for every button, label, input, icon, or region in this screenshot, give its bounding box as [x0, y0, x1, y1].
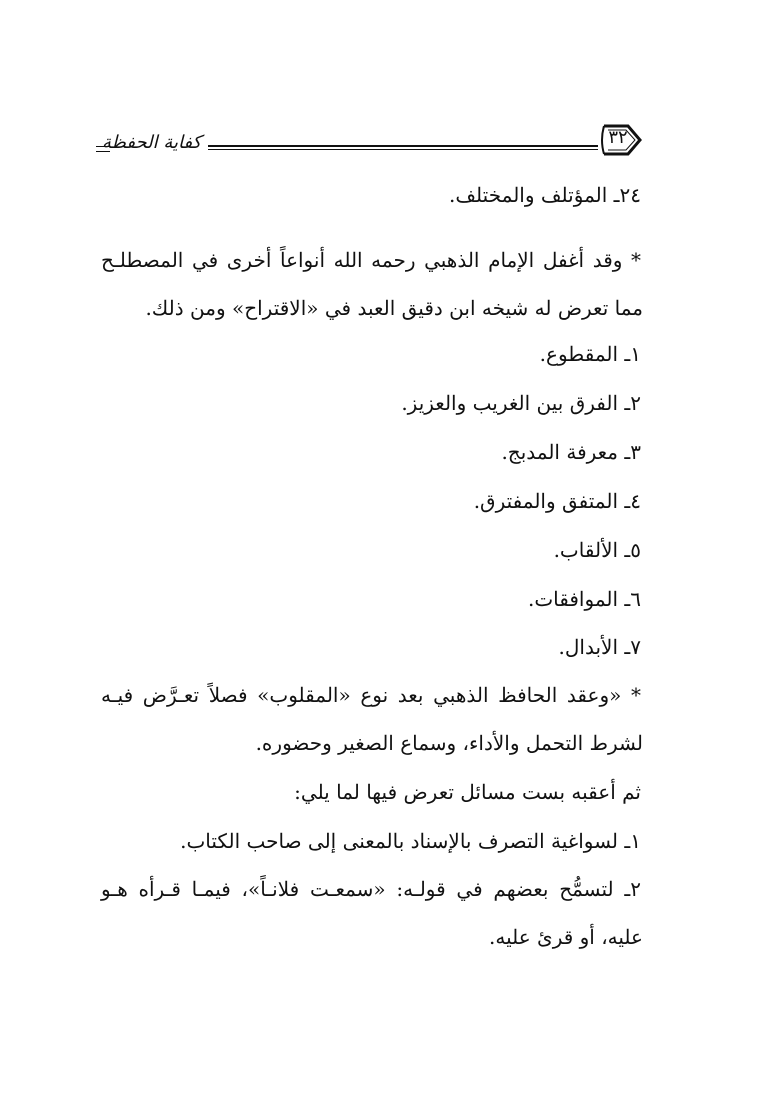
page-header	[96, 118, 644, 162]
text-line: عليه، أو قرئ عليه.	[489, 925, 643, 949]
text-line: ١ـ لسواغية التصرف بالإسناد بالمعنى إلى صاحب الكتاب.	[180, 829, 641, 853]
text-line: * وقد أغفل الإمام الذهبي رحمه الله أنواعاً أخرى في المصطلـح	[101, 248, 641, 272]
text-line: ثم أعقبه بست مسائل تعرض فيها لما يلي:	[294, 780, 641, 804]
header-rule-thin	[208, 149, 598, 150]
text-line: ٢ـ لتسمُّح بعضهم في قولـه: «سمعـت فلانـاً»، فيمـا قـرأه هـو	[101, 877, 641, 901]
text-line: ٢٤ـ المؤتلف والمختلف.	[449, 183, 641, 207]
text-line: لشرط التحمل والأداء، وسماع الصغير وحضوره.	[255, 731, 643, 755]
text-line: ٦ـ الموافقات.	[527, 587, 641, 611]
book-title: كفاية الحفظة	[102, 132, 202, 153]
text-line: ٧ـ الأبدال.	[558, 635, 641, 659]
text-line: ٢ـ الفرق بين الغريب والعزيز.	[401, 391, 641, 415]
text-line: * «وعقد الحافظ الذهبي بعد نوع «المقلوب» فصلاً تعـرَّض فيـه	[101, 683, 641, 707]
header-rule	[208, 145, 598, 147]
page-number: ٣٢	[608, 127, 628, 148]
text-line: مما تعرض له شيخه ابن دقيق العبد في «الاقتراح» ومن ذلك.	[145, 296, 643, 320]
text-line: ١ـ المقطوع.	[539, 342, 641, 366]
text-line: ٣ـ معرفة المدبج.	[501, 440, 641, 464]
page-number-badge	[598, 118, 644, 162]
text-line: ٥ـ الألقاب.	[553, 538, 641, 562]
text-line: ٤ـ المتفق والمفترق.	[473, 489, 641, 513]
